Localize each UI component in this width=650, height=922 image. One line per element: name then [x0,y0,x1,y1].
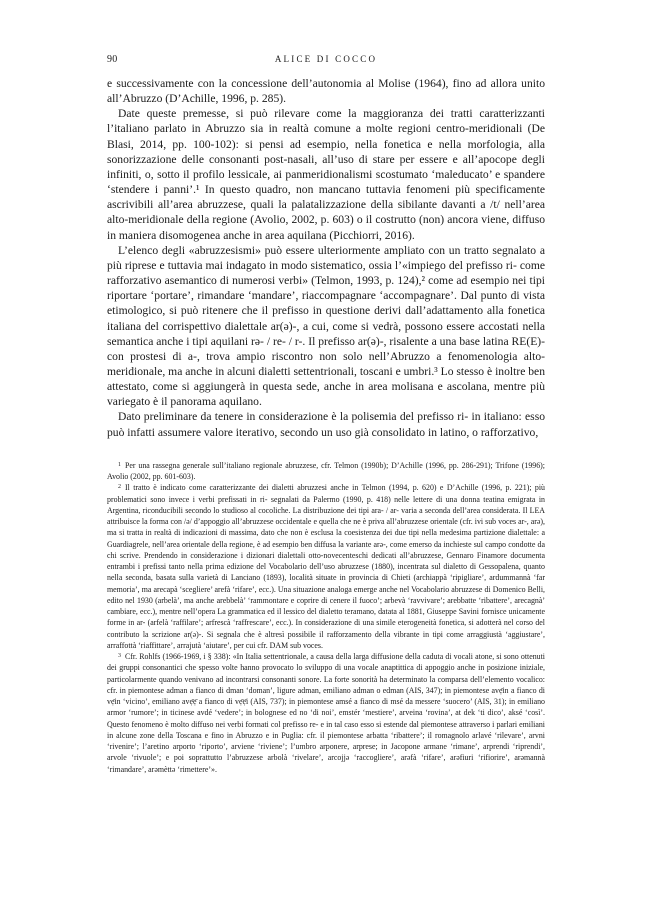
footnote-3 [107,651,545,775]
paragraph-4: Dato preliminare da tenere in considerazione è la polisemia del prefisso ri- in italiano: esso può infatti assumere valore iterativo, secondo un uso già consolidato in latino, o rafforzativo, [107,410,545,439]
page [107,54,545,775]
footnote-text: Per una rassegna generale sull’italiano regionale abruzzese, cfr. Telmon (1990b); D’Achille (1996, pp. 286-291); Trifone (1996); Avolio (2002, pp. 601-603). [107,460,545,481]
footnote-text: Cfr. Rohlfs (1966-1969, i § 338): «In Italia settentrionale, a causa della larga diffusione della caduta di vocali atone, si sono ottenuti dei gruppi consonantici che spesso volte hanno provocato lo sviluppo di una vocale anaptittica di appoggio anche in posizione iniziale, particolarmente quando venivano ad incontrarsi consonanti sonore. La forte sonorità ha determinato la comparsa dell’elemento vocalico: cfr. in piemontese adman a fianco di dman ‘doman’, ligure adman, emiliano adman o edman (AIS, 347); in piemontese avẹ̄in a fianco di vẹ̄in ‘vicino’, emiliano avẹ̄ẹ̄ a fianco di vẹ̄ẹ̄i (AIS, 737); in piemontese amsé a fianco di msé da messere ‘suocero’ (AIS, 31); in emiliano armor ‘rumore’; in ticinese avdé ‘vedere’; in bolognese ed no ‘di noi’, emstér ‘mestiere’, arveina ‘rovina’, at dek ‘ti dico’, aksé ‘così’. Questo fenomeno è molto diffuso nei verbi formati col prefisso re- e in tal caso esso si estende dal piemontese attraverso i parlari emiliani in alcune zone della Toscana e fino in Abruzzo e in Puglia: cfr. il piemontese arbatta ‘ribattere’; il romagnolo arlavé ‘rilevare’, arvni ‘rivenire’; l’aretino arporto ‘riporto’, arviene ‘riviene’; l’umbro arponere, arprese; in Jacopone armane ‘rimane’, arprendi ‘riprendi’, arvole ‘rivuole’; e poi soprattutto l’abruzzese arbolà ‘rivelare’, arcojjə ‘raccogliere’, arəfà ‘rifare’, arəfiuri ‘rifiorire’, arəmannà ‘rimandare’, arəmèttə ‘rimettere’». [107,652,545,774]
footnote-number: 2 [118,484,121,491]
page-number: 90 [107,54,118,65]
paragraph-2: Date queste premesse, si può rilevare come la maggioranza dei tratti caratterizzanti l’italiano parlato in Abruzzo sia in realtà comune a molte regioni centro-meridionali (De Blasi, 2014, pp. 100-102): si pensi ad esempio, nella fonetica e nella morfologia, alla sonorizzazione delle consonanti post-nasali, all’uso di stare per essere e all’apocope degli infiniti, o, sotto il profilo lessicale, ai panmeridionalismi scostumato ‘maleducato’ e spandere ‘stendere i panni’.¹ In questo quadro, non mancano tuttavia fenomeni più specificamente ascrivibili all’area abruzzese, quali la palatalizzazione della sibilante davanti a /t/ nell’area alto-meridionale della regione (Avolio, 2002, p. 603) o il costrutto (non) ancora viene, diffuso in maniera disomogenea anche in area aquilana (Picchiorri, 2016). [107,107,545,242]
page-header [107,54,545,70]
footnote-number: 1 [118,461,121,468]
paragraph-1: e successivamente con la concessione dell’autonomia al Molise (1964), fino ad allora unito all’Abruzzo (D’Achille, 1996, p. 285). [107,77,545,106]
running-head: ALICE DI COCCO [274,54,378,64]
footnote-text: Il tratto è indicato come caratterizzante dei dialetti abruzzesi anche in Telmon (1994, p. 620) e D’Achille (1996, p. 221); più problematici sono invece i verbi prefissati in ri- segnalati da Palermo (1990, p. 418) nelle lettere di una donna teatina emigrata in Argentina, riconducibili secondo lo studioso al cocoliche. La distribuzione dei tipi ara- / ar- varia a seconda dell’area considerata. Il LEA attribuisce la forma con /ə/ d’appoggio all’abruzzese occidentale e quella che ne è priva all’abruzzese orientale (cfr. ivi sub voces ar-, arə), ma si tratta in realtà di indicazioni di massima, dato che non è esclusa la coesistenza dei due tipi nella medesima partizione dialettale: a Guardiagrele, nell’area orientale della regione, è ad esempio ben diffusa la variante arə-, come emerso da inchieste sul campo condotte da chi scrive. Prendendo in considerazione i dizionari dialettali otto-novecenteschi dedicati all’abruzzese, Gennaro Finamore documenta entrambi i prefissi tanto nella prima edizione del Vocabolario dell’uso abruzzese (1880), incentrata sul dialetto di Gessopalena, quanto nella seconda, basata sulla varietà di Lanciano (1893), località situate in provincia di Chieti (archiappà ‘ripigliare’, ardummannà ‘far memoria’, ma arecapà ‘scegliere’ arefà ‘rifare’, ecc.). Una situazione analoga emerge anche nel Vocabolario abruzzese di Domenico Belli, edito nel 1930 (arbelà’, ma anche arebbelà’ ‘rammontare e coprire di cenere il fuoco’; arbevà ‘ravvivare’; arebbatte ‘ribattere’, arecagnà’ cambiare, ecc.), mentre nell’opera La grammatica ed il lessico del dialetto teramano, datata al 1881, Giuseppe Savini fornisce unicamente forme in ar- (arfelà ‘raffilare’; arfresсà ‘raffrescare’, ecc.). In considerazione di una simile eterogeneità fonetica, si adotterà nel corso del contributo la scrizione ar(ə)-. Si segnala che è altresì possibile il rafforzamento della vibrante in tipi come arraggiustà ‘aggiustare’, arraffottà ‘riaffittare’, arrajutà ‘aiutare’, per cui cfr. DAM sub voces. [107,483,545,650]
footnote-1 [107,460,545,483]
footnote-number: 3 [118,653,121,659]
footnotes [107,460,545,775]
footnote-2 [107,482,545,651]
body-text [107,76,545,440]
paragraph-3: L’elenco degli «abruzzesismi» può essere ulteriormente ampliato con un tratto segnalato a più riprese e tuttavia mai indagato in modo sistematico, ossia l’«impiego del prefisso ri- come rafforzativo asemantico di numerosi verbi» (Telmon, 1993, p. 124),² come ad esempio nei tipi riportare ‘portare’, rimandare ‘mandare’, riaccompagnare ‘accompagnare’. Dal punto di vista etimologico, si può ritenere che il prefisso in questione derivi dall’adattamento alla fonetica italiana del corrispettivo dialettale ar(ə)-, a cui, come si vedrà, possono essere accostati nella semantica anche i tipi aquilani rə- / re- / r-. Il prefisso ar(ə)-, risalente a una base latina RE(E)- con prostesi di a-, trova ampio riscontro non solo nell’Abruzzo a fenomenologia alto-meridionale, ma anche in alcuni dialetti settentrionali, toscani e umbri.³ Lo stesso è inoltre ben attestato, come si aggiungerà in questa sede, anche in area molisana e ascolana, mentre più variegato è il panorama aquilano. [107,243,545,409]
